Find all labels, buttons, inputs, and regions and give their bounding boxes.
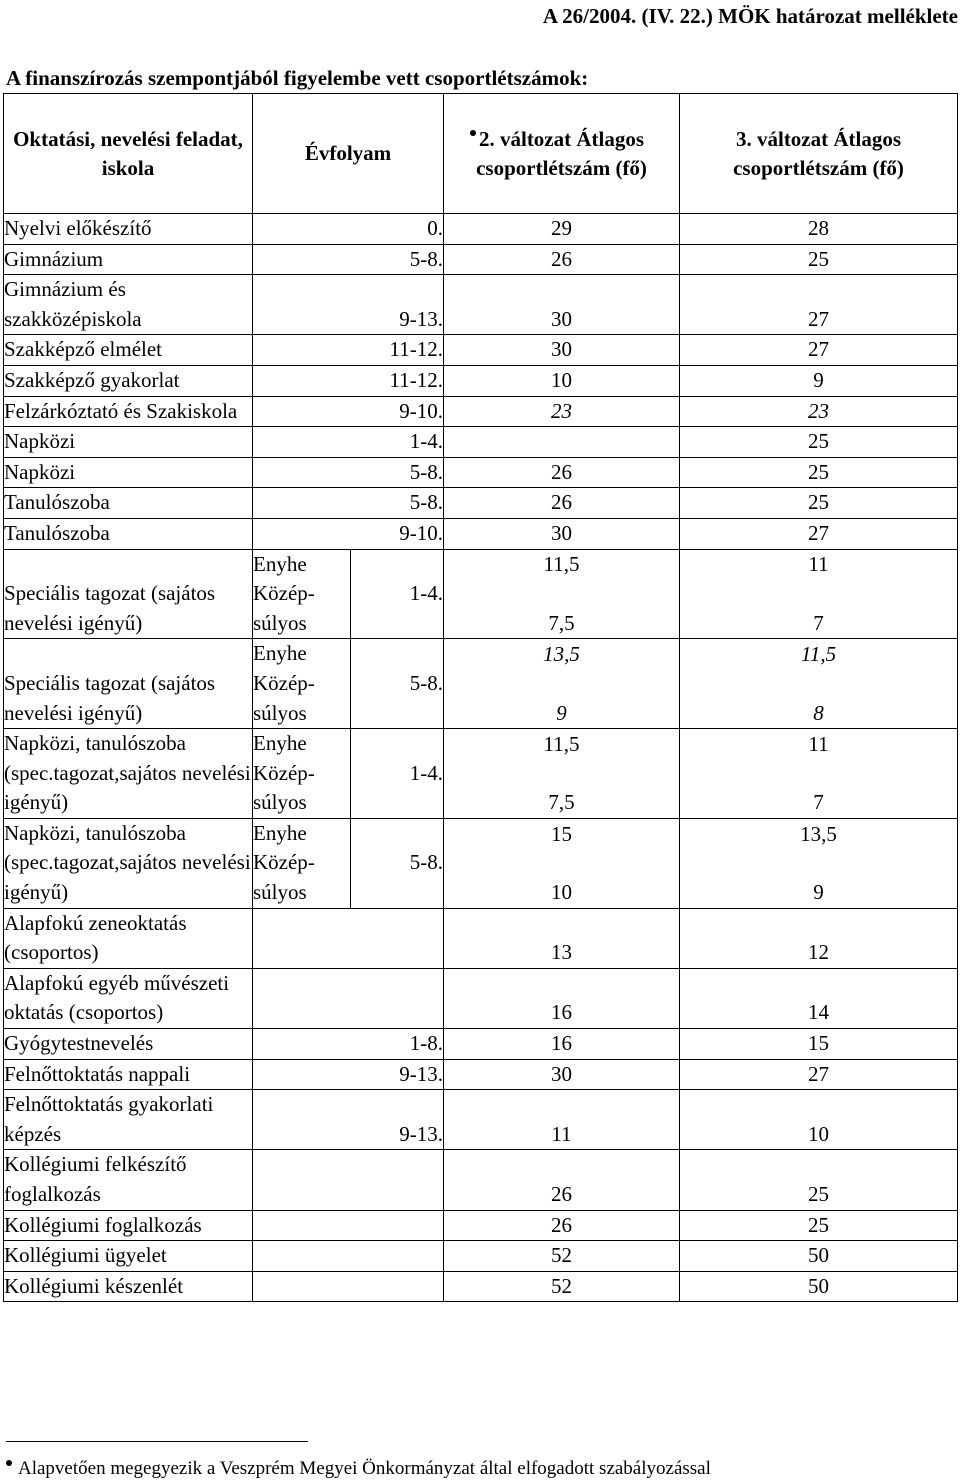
- table-row: [4, 427, 958, 458]
- cell-v3: 27: [680, 1059, 958, 1090]
- table-row: [4, 396, 958, 427]
- table-row: [4, 1150, 958, 1210]
- table-row: [4, 214, 958, 245]
- cell-severity: Enyhe Közép-súlyos: [253, 549, 351, 639]
- cell-task: Kollégiumi ügyelet: [4, 1241, 253, 1272]
- cell-v3: 25: [680, 427, 958, 458]
- cell-grade: 5-8.: [351, 818, 444, 908]
- cell-task: Napközi: [4, 427, 253, 458]
- cell-v2: 30: [444, 335, 680, 366]
- cell-v2: 11: [444, 1090, 680, 1150]
- cell-task: Felzárkóztató és Szakiskola: [4, 396, 253, 427]
- cell-v2: [444, 549, 680, 639]
- value-moderate: 9: [813, 880, 824, 905]
- value-mild: 11,5: [800, 642, 837, 667]
- group-size-table: [3, 93, 958, 1302]
- header-version-2: [444, 94, 680, 214]
- cell-v2: 26: [444, 457, 680, 488]
- cell-task: Kollégiumi készenlét: [4, 1271, 253, 1302]
- cell-grade: 9-13.: [253, 275, 444, 335]
- table-row: [4, 639, 958, 729]
- cell-v3: [680, 818, 958, 908]
- cell-v3: [680, 639, 958, 729]
- cell-task: Kollégiumi felkészítő foglalkozás: [4, 1150, 253, 1210]
- cell-grade: 11-12.: [253, 335, 444, 366]
- table-row: [4, 729, 958, 819]
- table-row: [4, 549, 958, 639]
- cell-grade: [253, 1271, 444, 1302]
- cell-v2: 26: [444, 1210, 680, 1241]
- cell-v3: 25: [680, 457, 958, 488]
- cell-task: Gyógytestnevelés: [4, 1029, 253, 1060]
- cell-v3: 25: [680, 1150, 958, 1210]
- cell-task: Szakképző elmélet: [4, 335, 253, 366]
- table-row: [4, 1241, 958, 1272]
- cell-v3: 50: [680, 1271, 958, 1302]
- cell-v3: 10: [680, 1090, 958, 1150]
- cell-v2: 13: [444, 908, 680, 968]
- cell-task: Speciális tagozat (sajátos nevelési igényű): [4, 549, 253, 639]
- value-moderate: 7: [813, 610, 824, 635]
- cell-v2: 26: [444, 488, 680, 519]
- table-row: [4, 275, 958, 335]
- cell-grade: 0.: [253, 214, 444, 245]
- section-heading: A finanszírozás szempontjából figyelembe vett csoportlétszámok:: [6, 66, 589, 90]
- cell-v2: 52: [444, 1241, 680, 1272]
- value-moderate: 8: [813, 700, 824, 725]
- table-row: [4, 1271, 958, 1302]
- bullet-icon: [6, 1460, 12, 1466]
- table-row: [4, 908, 958, 968]
- value-mild: 11,5: [543, 731, 580, 756]
- value-moderate: 7,5: [548, 610, 575, 635]
- footnote-marker: 2. változat Átlagos csoportlétszám (fő): [476, 126, 647, 180]
- table-row: [4, 1210, 958, 1241]
- cell-grade: 5-8.: [253, 457, 444, 488]
- cell-severity: Enyhe Közép-súlyos: [253, 639, 351, 729]
- footnote-text: Alapvetően megegyezik a Veszprém Megyei Önkormányzat által elfogadott szabályozással: [18, 1458, 711, 1479]
- cell-grade: 1-4.: [351, 549, 444, 639]
- cell-v2: 30: [444, 518, 680, 549]
- cell-v2: [444, 818, 680, 908]
- cell-v3: 14: [680, 968, 958, 1028]
- cell-v2: [444, 427, 680, 458]
- table-row: [4, 518, 958, 549]
- cell-task: Felnőttoktatás gyakorlati képzés: [4, 1090, 253, 1150]
- table-row: [4, 244, 958, 275]
- cell-grade: 1-4.: [351, 729, 444, 819]
- header-task: Oktatási, nevelési feladat, iskola: [4, 94, 253, 214]
- cell-grade: [253, 968, 444, 1028]
- cell-v3: 25: [680, 488, 958, 519]
- cell-task: Tanulószoba: [4, 488, 253, 519]
- table-row: [4, 1029, 958, 1060]
- cell-v3: 27: [680, 335, 958, 366]
- cell-v3: 27: [680, 275, 958, 335]
- table-row: [4, 457, 958, 488]
- cell-v2: 16: [444, 1029, 680, 1060]
- cell-v3: 9: [680, 365, 958, 396]
- table-row: [4, 1090, 958, 1150]
- cell-task: Napközi, tanulószoba (spec.tagozat,sajátos nevelési igényű): [4, 729, 253, 819]
- cell-severity: Enyhe Közép-súlyos: [253, 729, 351, 819]
- cell-v2: [444, 639, 680, 729]
- cell-v3: 23: [680, 396, 958, 427]
- cell-v2: 52: [444, 1271, 680, 1302]
- cell-v3: 12: [680, 908, 958, 968]
- cell-grade: 1-4.: [253, 427, 444, 458]
- cell-v3: 25: [680, 1210, 958, 1241]
- cell-v3: 25: [680, 244, 958, 275]
- cell-task: Alapfokú egyéb művészeti oktatás (csoportos): [4, 968, 253, 1028]
- cell-v3: 50: [680, 1241, 958, 1272]
- cell-grade: [253, 1210, 444, 1241]
- cell-v2: 23: [444, 396, 680, 427]
- cell-v3: 28: [680, 214, 958, 245]
- cell-grade: 5-8.: [351, 639, 444, 729]
- cell-task: Tanulószoba: [4, 518, 253, 549]
- cell-task: Napközi: [4, 457, 253, 488]
- cell-grade: [253, 908, 444, 968]
- cell-v2: 16: [444, 968, 680, 1028]
- value-mild: 11: [808, 552, 829, 577]
- value-mild: 11,5: [543, 552, 580, 577]
- cell-v3: 27: [680, 518, 958, 549]
- cell-task: Gimnázium: [4, 244, 253, 275]
- cell-v2: 26: [444, 244, 680, 275]
- cell-grade: 9-10.: [253, 518, 444, 549]
- cell-v2: [444, 729, 680, 819]
- cell-task: Felnőttoktatás nappali: [4, 1059, 253, 1090]
- value-moderate: 10: [551, 880, 573, 905]
- cell-v2: 29: [444, 214, 680, 245]
- table-row: [4, 1059, 958, 1090]
- cell-task: Speciális tagozat (sajátos nevelési igényű): [4, 639, 253, 729]
- cell-grade: 11-12.: [253, 365, 444, 396]
- cell-grade: 5-8.: [253, 244, 444, 275]
- cell-grade: 9-13.: [253, 1090, 444, 1150]
- value-mild: 13,5: [543, 642, 580, 667]
- table-row: [4, 818, 958, 908]
- value-mild: 13,5: [800, 821, 837, 846]
- header-version-3: 3. változat Átlagos csoportlétszám (fő): [680, 94, 958, 214]
- cell-task: Alapfokú zeneoktatás (csoportos): [4, 908, 253, 968]
- table-row: [4, 968, 958, 1028]
- cell-grade: 9-10.: [253, 396, 444, 427]
- cell-v2: 10: [444, 365, 680, 396]
- table-row: [4, 488, 958, 519]
- cell-v3: [680, 549, 958, 639]
- header-grade: Évfolyam: [253, 94, 444, 214]
- footnote-rule: [6, 1441, 308, 1442]
- table-row: [4, 335, 958, 366]
- value-moderate: 9: [556, 700, 567, 725]
- cell-v2: 30: [444, 1059, 680, 1090]
- value-moderate: 7,5: [548, 790, 575, 815]
- cell-v2: 30: [444, 275, 680, 335]
- value-mild: 15: [551, 821, 573, 846]
- cell-grade: 5-8.: [253, 488, 444, 519]
- cell-v3: [680, 729, 958, 819]
- footnote: [6, 1458, 711, 1480]
- cell-severity: Enyhe Közép-súlyos: [253, 818, 351, 908]
- cell-v3: 15: [680, 1029, 958, 1060]
- cell-task: Napközi, tanulószoba (spec.tagozat,sajátos nevelési igényű): [4, 818, 253, 908]
- cell-grade: [253, 1241, 444, 1272]
- cell-task: Gimnázium és szakközépiskola: [4, 275, 253, 335]
- document-title: A 26/2004. (IV. 22.) MÖK határozat melléklete: [542, 4, 958, 28]
- cell-v2: 26: [444, 1150, 680, 1210]
- cell-grade: [253, 1150, 444, 1210]
- cell-grade: 1-8.: [253, 1029, 444, 1060]
- table-header-row: [4, 94, 958, 214]
- cell-task: Szakképző gyakorlat: [4, 365, 253, 396]
- value-mild: 11: [808, 731, 829, 756]
- table-row: [4, 365, 958, 396]
- cell-grade: 9-13.: [253, 1059, 444, 1090]
- cell-task: Kollégiumi foglalkozás: [4, 1210, 253, 1241]
- value-moderate: 7: [813, 790, 824, 815]
- cell-task: Nyelvi előkészítő: [4, 214, 253, 245]
